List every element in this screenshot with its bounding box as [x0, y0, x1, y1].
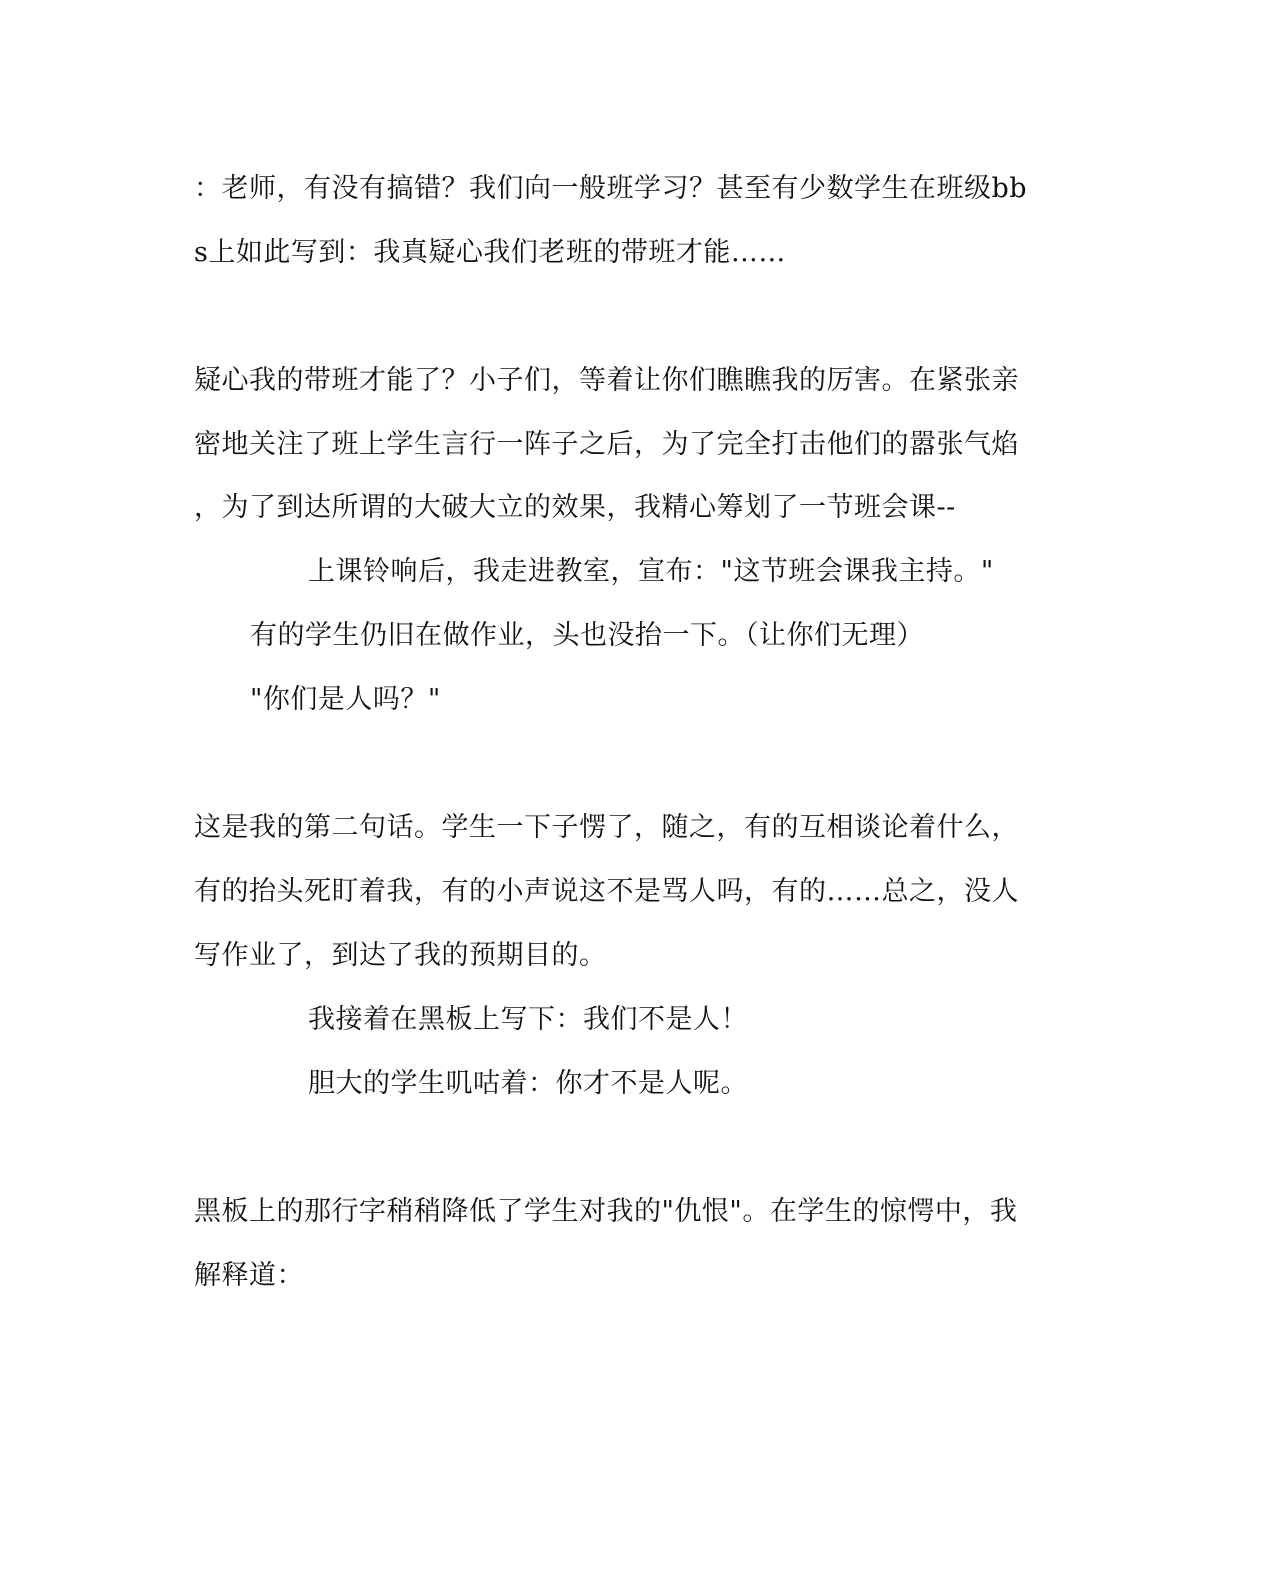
paragraph-line: 密地关注了班上学生言行一阵子之后，为了完全打击他们的嚣张气焰	[194, 429, 1019, 460]
paragraph-line: 解释道：	[194, 1260, 304, 1291]
paragraph-line: 胆大的学生叽咕着：你才不是人呢。	[308, 1068, 748, 1099]
paragraph-line: 有的学生仍旧在做作业，头也没抬一下。（让你们无理）	[250, 620, 924, 651]
paragraph-line: 疑心我的带班才能了？小子们，等着让你们瞧瞧我的厉害。在紧张亲	[194, 365, 1019, 396]
paragraph-line: "你们是人吗？"	[250, 684, 441, 715]
paragraph-line: s上如此写到：我真疑心我们老班的带班才能……	[194, 237, 786, 268]
paragraph-line: 这是我的第二句话。学生一下子愣了，随之，有的互相谈论着什么，	[194, 812, 1019, 843]
paragraph-line: 写作业了，到达了我的预期目的。	[194, 940, 607, 971]
paragraph-line: ：老师，有没有搞错？我们向一般班学习？甚至有少数学生在班级bb	[194, 173, 1028, 204]
paragraph-line: 黑板上的那行字稍稍降低了学生对我的"仇恨"。在学生的惊愕中，我	[194, 1196, 1018, 1227]
paragraph-line: ，为了到达所谓的大破大立的效果，我精心筹划了一节班会课--	[194, 492, 956, 523]
paragraph-line: 我接着在黑板上写下：我们不是人！	[308, 1004, 748, 1035]
paragraph-line: 有的抬头死盯着我，有的小声说这不是骂人吗，有的……总之，没人	[194, 876, 1019, 907]
paragraph-line: 上课铃响后，我走进教室，宣布："这节班会课我主持。"	[308, 556, 994, 587]
